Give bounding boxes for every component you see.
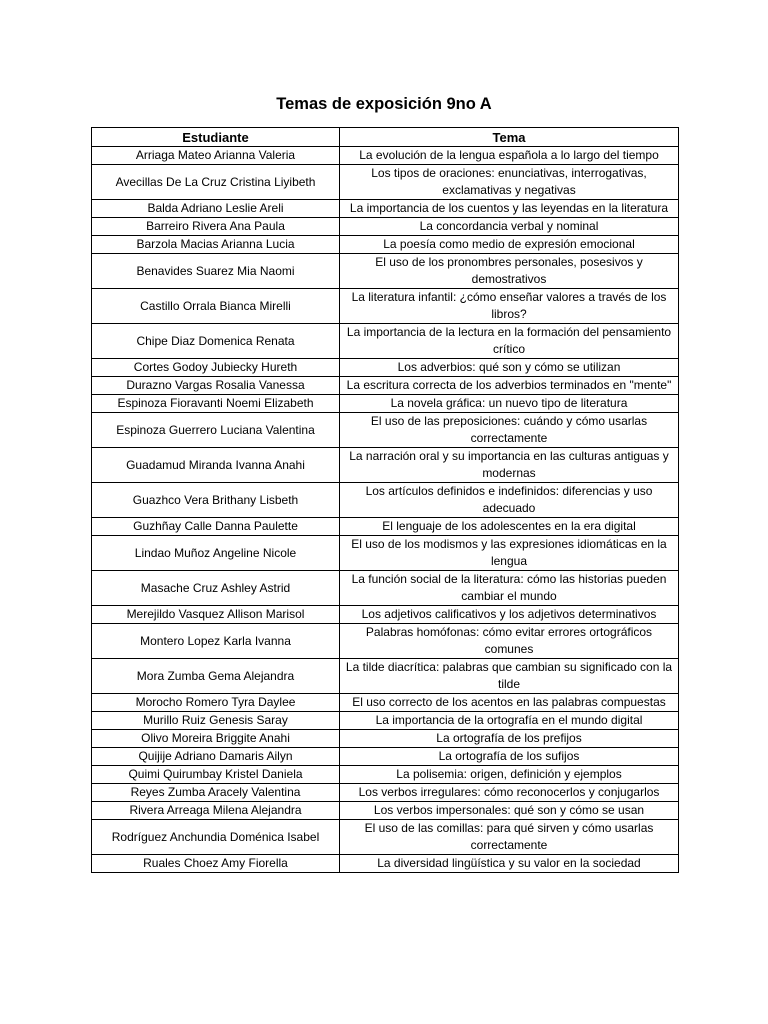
table-row	[92, 659, 679, 694]
table-row	[92, 571, 679, 606]
table-row	[92, 855, 679, 873]
student-cell: Rodríguez Anchundia Doménica Isabel	[92, 820, 340, 855]
student-cell: Espinoza Guerrero Luciana Valentina	[92, 413, 340, 448]
table-row	[92, 413, 679, 448]
table-row	[92, 377, 679, 395]
topic-cell: La importancia de los cuentos y las leyendas en la literatura	[340, 200, 679, 218]
table-row	[92, 518, 679, 536]
student-cell: Durazno Vargas Rosalia Vanessa	[92, 377, 340, 395]
table-row	[92, 289, 679, 324]
topic-cell: Los verbos impersonales: qué son y cómo se usan	[340, 802, 679, 820]
table-row	[92, 483, 679, 518]
topic-cell: La concordancia verbal y nominal	[340, 218, 679, 236]
student-cell: Guazhco Vera Brithany Lisbeth	[92, 483, 340, 518]
topic-cell: El uso de las comillas: para qué sirven y cómo usarlas correctamente	[340, 820, 679, 855]
table-row	[92, 324, 679, 359]
student-cell: Mora Zumba Gema Alejandra	[92, 659, 340, 694]
table-row	[92, 730, 679, 748]
topic-cell: La función social de la literatura: cómo las historias pueden cambiar el mundo	[340, 571, 679, 606]
table-row	[92, 147, 679, 165]
table-row	[92, 820, 679, 855]
student-cell: Ruales Choez Amy Fiorella	[92, 855, 340, 873]
topic-cell: La ortografía de los sufijos	[340, 748, 679, 766]
topic-cell: La evolución de la lengua española a lo largo del tiempo	[340, 147, 679, 165]
student-cell: Quijije Adriano Damaris Ailyn	[92, 748, 340, 766]
student-cell: Avecillas De La Cruz Cristina Liyibeth	[92, 165, 340, 200]
student-cell: Cortes Godoy Jubiecky Hureth	[92, 359, 340, 377]
table-row	[92, 766, 679, 784]
topic-cell: La narración oral y su importancia en las culturas antiguas y modernas	[340, 448, 679, 483]
student-cell: Guzhñay Calle Danna Paulette	[92, 518, 340, 536]
topic-cell: El uso de los modismos y las expresiones idiomáticas en la lengua	[340, 536, 679, 571]
table-row	[92, 694, 679, 712]
table-row	[92, 536, 679, 571]
table-row	[92, 624, 679, 659]
student-cell: Balda Adriano Leslie Areli	[92, 200, 340, 218]
student-cell: Lindao Muñoz Angeline Nicole	[92, 536, 340, 571]
table-row	[92, 395, 679, 413]
topic-cell: El uso de los pronombres personales, posesivos y demostrativos	[340, 254, 679, 289]
table-row	[92, 254, 679, 289]
topic-cell: Los tipos de oraciones: enunciativas, interrogativas, exclamativas y negativas	[340, 165, 679, 200]
topic-cell: La ortografía de los prefijos	[340, 730, 679, 748]
topic-cell: La literatura infantil: ¿cómo enseñar valores a través de los libros?	[340, 289, 679, 324]
student-cell: Quimi Quirumbay Kristel Daniela	[92, 766, 340, 784]
student-cell: Merejildo Vasquez Allison Marisol	[92, 606, 340, 624]
table-row	[92, 802, 679, 820]
topic-cell: La tilde diacrítica: palabras que cambian su significado con la tilde	[340, 659, 679, 694]
student-cell: Castillo Orrala Bianca Mirelli	[92, 289, 340, 324]
column-header-student: Estudiante	[92, 128, 340, 147]
topic-cell: El lenguaje de los adolescentes en la era digital	[340, 518, 679, 536]
student-cell: Arriaga Mateo Arianna Valeria	[92, 147, 340, 165]
student-cell: Guadamud Miranda Ivanna Anahi	[92, 448, 340, 483]
topic-cell: La novela gráfica: un nuevo tipo de literatura	[340, 395, 679, 413]
topic-cell: La diversidad lingüística y su valor en la sociedad	[340, 855, 679, 873]
topic-cell: La polisemia: origen, definición y ejemplos	[340, 766, 679, 784]
student-cell: Rivera Arreaga Milena Alejandra	[92, 802, 340, 820]
topic-cell: El uso correcto de los acentos en las palabras compuestas	[340, 694, 679, 712]
student-cell: Montero Lopez Karla Ivanna	[92, 624, 340, 659]
topic-cell: Palabras homófonas: cómo evitar errores ortográficos comunes	[340, 624, 679, 659]
student-cell: Murillo Ruiz Genesis Saray	[92, 712, 340, 730]
table-row	[92, 165, 679, 200]
column-header-topic: Tema	[340, 128, 679, 147]
table-row	[92, 748, 679, 766]
student-cell: Morocho Romero Tyra Daylee	[92, 694, 340, 712]
student-cell: Masache Cruz Ashley Astrid	[92, 571, 340, 606]
table-header-row	[92, 128, 679, 147]
table-row	[92, 448, 679, 483]
student-cell: Reyes Zumba Aracely Valentina	[92, 784, 340, 802]
topic-cell: La poesía como medio de expresión emocional	[340, 236, 679, 254]
topic-cell: La escritura correcta de los adverbios terminados en "mente"	[340, 377, 679, 395]
table-row	[92, 784, 679, 802]
page-title: Temas de exposición 9no A	[276, 95, 492, 113]
student-cell: Espinoza Fioravanti Noemi Elizabeth	[92, 395, 340, 413]
topic-cell: Los artículos definidos e indefinidos: diferencias y uso adecuado	[340, 483, 679, 518]
student-cell: Chipe Diaz Domenica Renata	[92, 324, 340, 359]
student-cell: Barzola Macias Arianna Lucia	[92, 236, 340, 254]
topic-cell: La importancia de la lectura en la formación del pensamiento crítico	[340, 324, 679, 359]
topic-cell: El uso de las preposiciones: cuándo y cómo usarlas correctamente	[340, 413, 679, 448]
student-cell: Olivo Moreira Briggite Anahi	[92, 730, 340, 748]
table-row	[92, 200, 679, 218]
table-row	[92, 218, 679, 236]
topic-cell: La importancia de la ortografía en el mundo digital	[340, 712, 679, 730]
student-cell: Barreiro Rivera Ana Paula	[92, 218, 340, 236]
table-row	[92, 236, 679, 254]
topics-table	[91, 127, 679, 873]
topic-cell: Los verbos irregulares: cómo reconocerlos y conjugarlos	[340, 784, 679, 802]
topic-cell: Los adjetivos calificativos y los adjetivos determinativos	[340, 606, 679, 624]
table-row	[92, 712, 679, 730]
table-row	[92, 606, 679, 624]
table-body	[92, 147, 679, 873]
table-row	[92, 359, 679, 377]
student-cell: Benavides Suarez Mia Naomi	[92, 254, 340, 289]
topic-cell: Los adverbios: qué son y cómo se utilizan	[340, 359, 679, 377]
